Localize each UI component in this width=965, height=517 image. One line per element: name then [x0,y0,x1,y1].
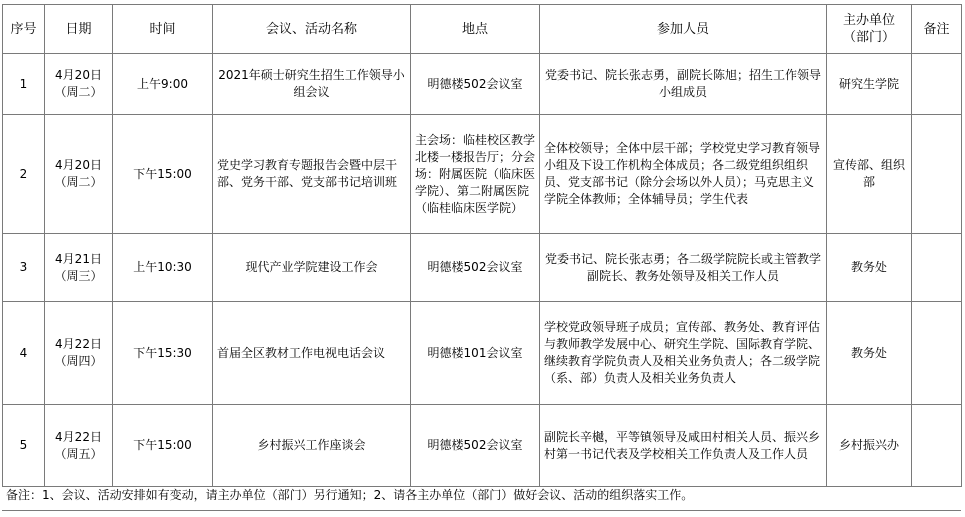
cell-date: 4月20日 （周二） [45,115,113,234]
cell-name: 2021年硕士研究生招生工作领导小组会议 [213,54,411,115]
cell-name: 首届全区教材工作电视电话会议 [213,302,411,405]
cell-place: 主会场：临桂校区教学北楼一楼报告厅；分会场：附属医院（临床医学院）、第二附属医院（临桂临床医学院） [411,115,540,234]
cell-organizer: 教务处 [827,302,912,405]
table-row [3,115,962,234]
cell-attendees: 党委书记、院长张志勇，副院长陈旭；招生工作领导小组成员 [540,54,827,115]
cell-attendees: 副院长辛樾，平等镇领导及咸田村相关人员、振兴乡村第一书记代表及学校相关工作负责人及工作人员 [540,405,827,487]
table-row [3,234,962,302]
cell-no: 1 [3,54,45,115]
cell-remark [912,54,962,115]
cell-time: 下午15:00 [113,115,213,234]
header-place: 地点 [411,5,540,54]
header-remark: 备注 [912,5,962,54]
cell-name: 党史学习教育专题报告会暨中层干部、党务干部、党支部书记培训班 [213,115,411,234]
cell-organizer: 宣传部、组织部 [827,115,912,234]
cell-place: 明德楼502会议室 [411,54,540,115]
cell-date: 4月22日 （周五） [45,405,113,487]
cell-no: 3 [3,234,45,302]
table-row [3,54,962,115]
cell-time: 上午9:00 [113,54,213,115]
cell-name: 乡村振兴工作座谈会 [213,405,411,487]
cell-place: 明德楼502会议室 [411,234,540,302]
header-organizer: 主办单位 （部门） [827,5,912,54]
table-row [3,405,962,487]
cell-remark [912,302,962,405]
cell-time: 上午10:30 [113,234,213,302]
cell-remark [912,234,962,302]
cell-place: 明德楼502会议室 [411,405,540,487]
header-attendees: 参加人员 [540,5,827,54]
cell-attendees: 全体校领导；全体中层干部；学校党史学习教育领导小组及下设工作机构全体成员；各二级党组织组织员、党支部书记（除分会场以外人员）；马克思主义学院全体教师；全体辅导员；学生代表 [540,115,827,234]
cell-place: 明德楼101会议室 [411,302,540,405]
cell-date: 4月21日 （周三） [45,234,113,302]
cell-organizer: 研究生学院 [827,54,912,115]
cell-remark [912,115,962,234]
cell-time: 下午15:30 [113,302,213,405]
schedule-table [2,4,962,487]
cell-attendees: 学校党政领导班子成员；宣传部、教务处、教育评估与教师教学发展中心、研究生学院、国际教育学院、继续教育学院负责人及相关业务负责人；各二级学院（系、部）负责人及相关业务负责人 [540,302,827,405]
cell-date: 4月22日 （周四） [45,302,113,405]
table-row [3,302,962,405]
cell-no: 4 [3,302,45,405]
header-time: 时间 [113,5,213,54]
bottom-border [2,510,961,511]
header-no: 序号 [3,5,45,54]
cell-date: 4月20日 （周二） [45,54,113,115]
header-date: 日期 [45,5,113,54]
cell-organizer: 教务处 [827,234,912,302]
cell-organizer: 乡村振兴办 [827,405,912,487]
footer-note: 备注：1、会议、活动安排如有变动，请主办单位（部门）另行通知；2、请各主办单位（部门）做好会议、活动的组织落实工作。 [6,488,694,502]
cell-remark [912,405,962,487]
cell-attendees: 党委书记、院长张志勇；各二级学院院长或主管教学副院长、教务处领导及相关工作人员 [540,234,827,302]
cell-time: 下午15:00 [113,405,213,487]
cell-name: 现代产业学院建设工作会 [213,234,411,302]
cell-no: 5 [3,405,45,487]
cell-no: 2 [3,115,45,234]
header-row [3,5,962,54]
header-name: 会议、活动名称 [213,5,411,54]
